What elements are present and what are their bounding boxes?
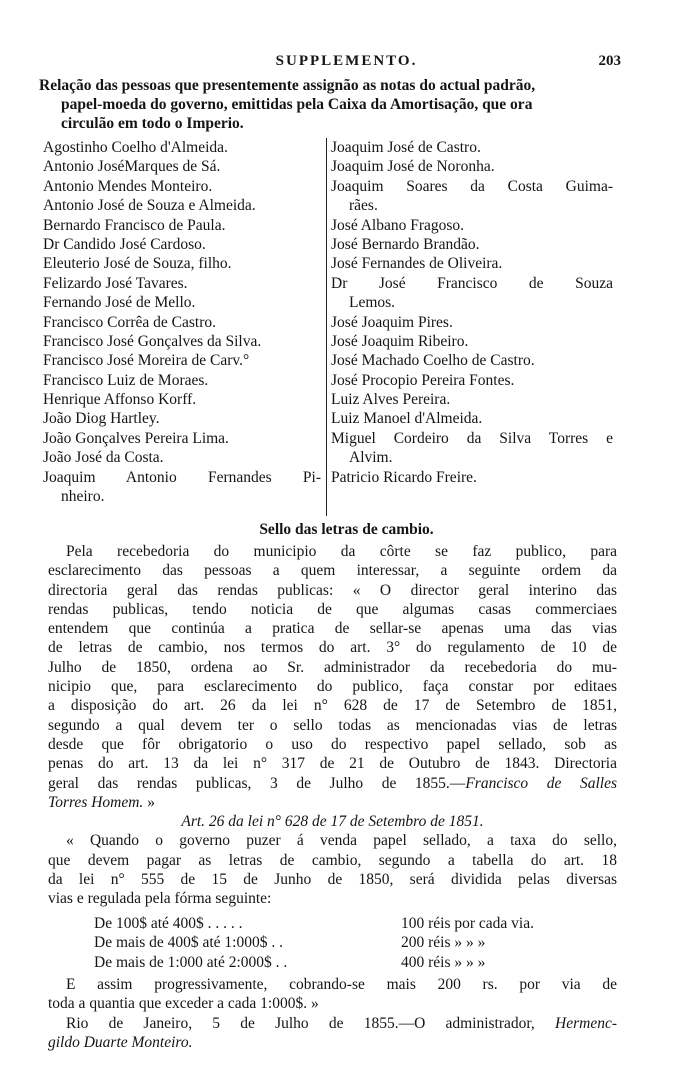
list-item-continuation: nheiro. [61, 488, 105, 506]
list-item: Antonio José de Souza e Almeida. [43, 197, 256, 215]
list-item: Patricio Ricardo Freire. [331, 468, 477, 486]
list-item: Bernardo Francisco de Paula. [43, 216, 226, 234]
paragraph-line: Pela recebedoria do municipio da côrte se faz publico, para [66, 543, 617, 560]
list-item: Henrique Affonso Korff. [43, 391, 197, 409]
paragraph-line: « Quando o governo puzer á venda papel sellado, a taxa do sello, [66, 832, 617, 850]
list-item: Francisco Luiz de Moraes. [43, 371, 209, 389]
closing-text: Rio de Janeiro, 5 de Julho de 1855.—O administrador, [66, 1014, 535, 1032]
paragraph-line: nicipio que, para esclarecimento do publico, faça constar por editaes [48, 678, 617, 696]
paragraph-line: Julho de 1850, ordena ao Sr. administrador da recebedoria do mu- [48, 658, 617, 676]
list-item: Luiz Alves Pereira. [331, 391, 451, 409]
paragraph-line: desde que fôr obrigatorio o uso do respectivo papel sellado, sob as [48, 735, 617, 753]
list-item: Luiz Manoel d'Almeida. [331, 410, 483, 428]
quote-close: » [147, 793, 155, 811]
signature-name: Francisco de Salles [465, 774, 617, 792]
list-item: Felizardo José Tavares. [43, 274, 188, 292]
list-item: José Fernandes de Oliveira. [331, 255, 503, 273]
table-cell-range: De mais de 1:000 até 2:000$ . . [94, 953, 288, 971]
intro-line: papel-moeda do governo, emittidas pela Caixa da Amortisação, que ora [61, 96, 533, 113]
page-number: 203 [598, 53, 621, 69]
paragraph-line: vias e regulada pela fórma seguinte: [48, 890, 272, 908]
table-cell-range: De mais de 400$ até 1:000$ . . [94, 934, 283, 952]
list-item: Joaquim Antonio Fernandes Pi- [43, 468, 321, 486]
list-item: Francisco José Moreira de Carv.° [43, 352, 250, 370]
table-cell-value: 400 réis » » » [401, 953, 486, 971]
closing-line [48, 1014, 617, 1033]
paragraph-line: penas do art. 13 da lei n° 317 de 21 de Outubro de 1843. Directoria [48, 755, 617, 773]
paragraph-line: a disposição do art. 26 da lei n° 628 de 17 de Setembro de 1851, [48, 697, 617, 715]
list-item-continuation: Lemos. [349, 294, 396, 312]
paragraph-line: toda a quantia que exceder a cada 1:000$. » [48, 995, 319, 1013]
list-item: Eleuterio José de Souza, filho. [43, 255, 232, 273]
list-item: Francisco Corrêa de Castro. [43, 313, 217, 331]
list-item: Dr Candido José Cardoso. [43, 235, 206, 253]
paragraph-line: que devem pagar as letras de cambio, segundo a tabella do art. 18 [48, 851, 617, 869]
tax-table [94, 914, 614, 972]
list-item: João José da Costa. [43, 449, 164, 467]
list-item: José Procopio Pereira Fontes. [331, 371, 515, 389]
intro-heading [39, 76, 614, 133]
paragraph-line: entendem que continúa a pratica de sellar-se apenas uma das vias [48, 620, 617, 638]
article-heading: Art. 26 da lei n° 628 de 17 de Setembro de 1851. [181, 813, 484, 831]
paragraph-line [48, 774, 617, 793]
table-row [94, 933, 614, 952]
paragraph-line [48, 793, 617, 812]
section-footer [48, 975, 617, 1052]
list-item: José Joaquim Ribeiro. [331, 332, 469, 350]
list-item: João Diog Hartley. [43, 410, 160, 428]
page-header [0, 53, 693, 73]
signature-name: gildo Duarte Monteiro. [48, 1033, 193, 1051]
paragraph-line: segundo a qual devem ter o sello todas as mencionadas vias de letras [48, 716, 617, 734]
list-item: Miguel Cordeiro da Silva Torres e [331, 429, 613, 447]
list-item: Agostinho Coelho d'Almeida. [43, 139, 228, 156]
list-item: José Joaquim Pires. [331, 313, 453, 331]
list-item: José Bernardo Brandão. [331, 235, 480, 253]
table-row [94, 953, 614, 972]
table-cell-range: De 100$ até 400$ . . . . . [94, 915, 243, 932]
signature-name: Torres Homem. [48, 793, 144, 811]
list-item: João Gonçalves Pereira Lima. [43, 429, 229, 447]
list-item: Francisco José Gonçalves da Silva. [43, 332, 262, 350]
page-title: SUPPLEMENTO. [275, 53, 418, 69]
table-row [94, 914, 614, 933]
paragraph-line: rendas publicas, tendo noticia de que algumas casas commerciaes [48, 600, 617, 618]
section-title: Sello das letras de cambio. [259, 521, 434, 538]
intro-line: circulão em todo o Imperio. [61, 115, 244, 132]
table-cell-value: 100 réis por cada via. [401, 915, 534, 932]
paragraph-line: de letras de cambio, nos termos do art. 3° do regulamento de 10 de [48, 639, 617, 657]
list-item: Joaquim José de Castro. [331, 139, 481, 156]
right-column [331, 138, 613, 487]
paragraph-line: esclarecimento das pessoas a quem interessar, a seguinte ordem da [48, 562, 617, 580]
list-item: Joaquim Soares da Costa Guima- [331, 177, 613, 195]
list-item: Fernando José de Mello. [43, 294, 196, 312]
list-item: Joaquim José de Noronha. [331, 158, 495, 176]
signature-name: Hermenc- [555, 1014, 617, 1032]
list-item-continuation: Alvim. [349, 449, 393, 467]
paragraph-line: directoria geral das rendas publicas: « O director geral interino das [48, 581, 617, 599]
list-item: Antonio JoséMarques de Sá. [43, 158, 221, 176]
column-divider [326, 138, 327, 516]
intro-line: Relação das pessoas que presentemente assignão as notas do actual padrão, [39, 77, 536, 94]
table-cell-value: 200 réis » » » [401, 934, 486, 952]
list-item: Dr José Francisco de Souza [331, 274, 613, 292]
paragraph-line: E assim progressivamente, cobrando-se mais 200 rs. por via de [66, 976, 617, 993]
paragraph-line: da lei n° 555 de 15 de Junho de 1850, será dividida pelas diversas [48, 871, 617, 889]
left-column [43, 138, 321, 506]
list-item-continuation: rães. [349, 197, 378, 215]
paragraph-text: geral das rendas publicas, 3 de Julho de 1855.— [48, 774, 466, 792]
list-item: José Machado Coelho de Castro. [331, 352, 535, 370]
list-item: Antonio Mendes Monteiro. [43, 177, 213, 195]
list-item: José Albano Fragoso. [331, 216, 465, 234]
section-body [48, 542, 617, 909]
